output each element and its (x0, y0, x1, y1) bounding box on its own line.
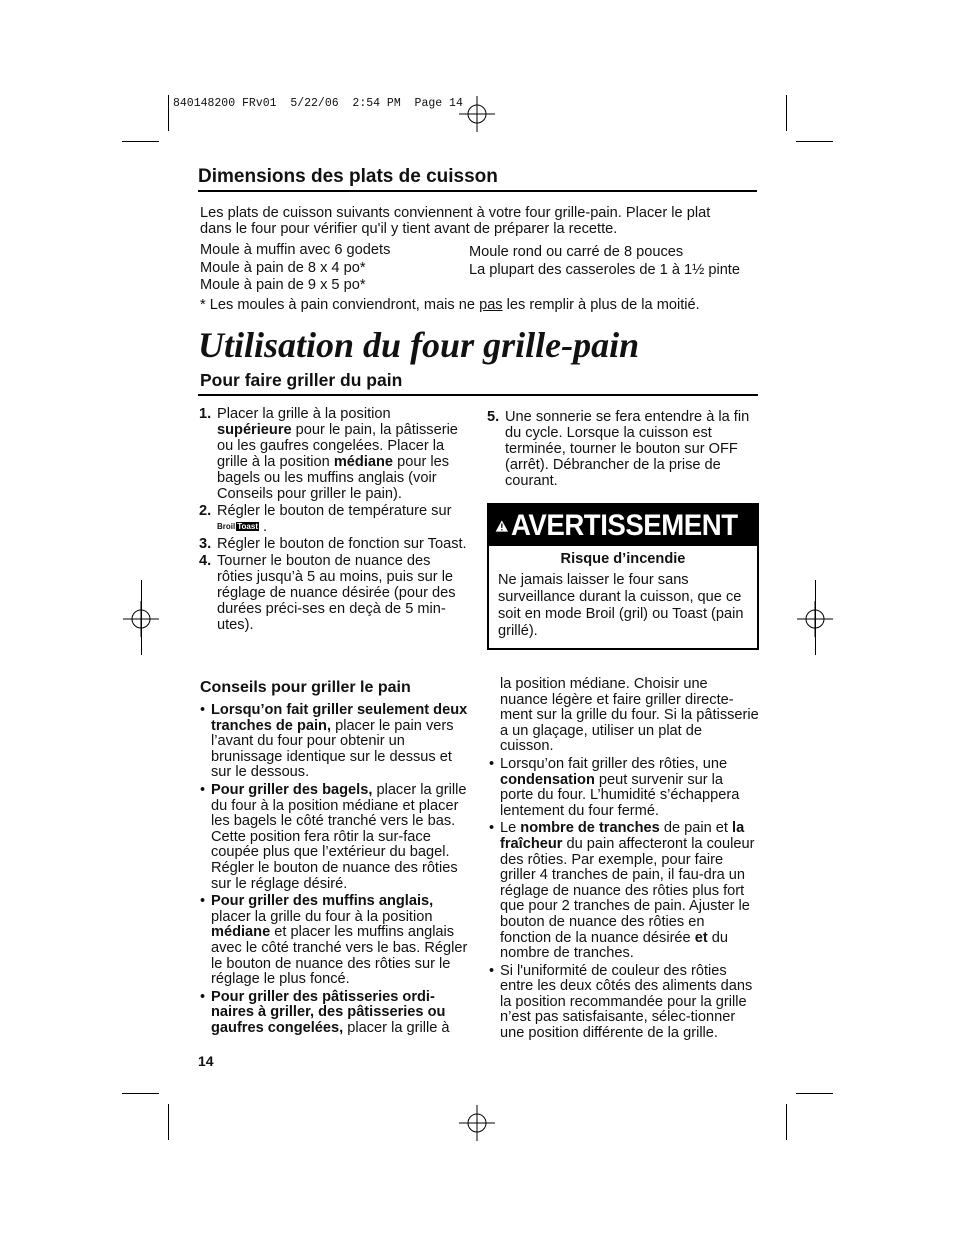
step-item: 5. Une sonnerie se fera entendre à la fin du cycle. Lorsque la cuisson est terminée, tourner le bouton sur OFF (arrêt). Débrancher de la prise de courant. (487, 409, 750, 489)
tips-heading: Conseils pour griller le pain (200, 679, 411, 696)
dims-intro (200, 205, 760, 237)
tip-item: • Le nombre de tranches de pain et la fraîcheur du pain affecteront la couleur des rôties. Par exemple, pour faire griller 4 tranches de pain, il fau-dra un réglage de nuance des rôties plus fort que pour 2 tranches de pain. Ajuster le bouton de nuance des rôties en fonction de la nuance désirée et du nombre de tranches. (489, 820, 755, 962)
tip-item: • Si l'uniformité de couleur des rôties entre les deux côtés des aliments dans la position recommandée pour la grille n’est pas satisfaisante, sélec-tionner une position différente de la grille. (489, 962, 753, 1042)
tips-left (200, 703, 468, 1038)
warning-title: AVERTISSEMENT (510, 508, 738, 542)
broil-toast-icon: Broil Toast (217, 522, 258, 532)
registration-mark-icon (459, 1105, 495, 1141)
tips-right (489, 677, 759, 1044)
toast-steps-left (199, 406, 469, 634)
warning-box (487, 503, 759, 650)
warning-text: Ne jamais laisser le four sans surveillance durant la cuisson, que ce soit en mode Broil (gril) ou Toast (pain grillé). (498, 572, 744, 639)
toast-heading: Pour faire griller du pain (200, 370, 403, 390)
pan-item: La plupart des casseroles de 1 à 1½ pinte (469, 261, 740, 278)
dims-rule (198, 190, 757, 192)
slug-line: 840148200 FRv01 5/22/06 2:54 PM Page 14 (173, 97, 463, 110)
pan-item: Moule à pain de 9 x 5 po* (200, 277, 366, 293)
step-item: 1. Placer la grille à la position supérieure pour le pain, la pâtisserie ou les gaufres congelées. Placer la grille à la position médiane pour les bagels ou les muffins anglais (voir Conseils pour griller le pain). (199, 406, 458, 502)
warning-header (489, 505, 757, 546)
dims-right-list (469, 244, 740, 279)
page-number: 14 (198, 1053, 214, 1069)
toast-rule (198, 394, 758, 396)
dims-heading: Dimensions des plats de cuisson (198, 166, 498, 187)
toast-steps-right (487, 409, 755, 490)
tip-item: • Lorsqu’on fait griller seulement deux tranches de pain, placer le pain vers l’avant du four pour obtenir un brunissage identique sur le dessus et sur le dessous. (200, 702, 468, 781)
step-item: 3. Régler le bouton de fonction sur Toast. (199, 536, 467, 553)
dims-footnote: * Les moules à pain conviendront, mais ne pas les remplir à plus de la moitié. (200, 297, 700, 313)
tip-item: • Pour griller des pâtisseries ordi-naires à griller, des pâtisseries ou gaufres congelées, placer la grille à (200, 988, 450, 1036)
step-item: 2. Régler le bouton de température sur Broil Toast . (199, 503, 452, 535)
tip-item: • Lorsqu’on fait griller des rôties, une condensation peut survenir sur la porte du four. L’humidité s’échappera lentement du four fermé. (489, 755, 740, 819)
pan-item: Moule à pain de 8 x 4 po* (200, 259, 366, 276)
dims-intro-line: Les plats de cuisson suivants conviennent à votre four grille-pain. Placer le plat (200, 205, 711, 221)
pan-item: Moule à muffin avec 6 godets (200, 242, 391, 258)
pan-item: Moule rond ou carré de 8 pouces (469, 244, 684, 260)
warning-subtitle: Risque d’incendie (560, 551, 686, 567)
tip-continuation: la position médiane. Choisir une nuance légère et faire griller directe-ment sur la grille du four. Si la pâtisserie a un glaçage, utiliser un plat de cuisson. (500, 676, 759, 755)
tip-item: • Pour griller des bagels, placer la grille du four à la position médiane et placer les bagels le côté tranché vers le bas. Cette position fera rôtir la sur-face coupée plus que l’extérieur du bagel. Régler le bouton de nuance des rôties sur le réglage désiré. (200, 781, 467, 892)
step-item: 4. Tourner le bouton de nuance des rôties jusqu’à 5 au moins, puis sur le réglage de nuance désirée (pour des durées préci-ses en deçà de 5 min-utes). (199, 553, 456, 634)
page-title: Utilisation du four grille-pain (198, 325, 640, 365)
warning-triangle-icon (495, 516, 509, 536)
tip-item: • Pour griller des muffins anglais, placer la grille du four à la position médiane et placer les muffins anglais avec le côté tranché vers le bas. Régler le bouton de nuance des rôties sur le réglage le plus foncé. (200, 893, 468, 988)
dims-intro-line: dans le four pour vérifier qu'il y tient avant de préparer la recette. (200, 221, 618, 237)
registration-mark-icon (459, 96, 495, 132)
dims-left-list (200, 242, 390, 295)
